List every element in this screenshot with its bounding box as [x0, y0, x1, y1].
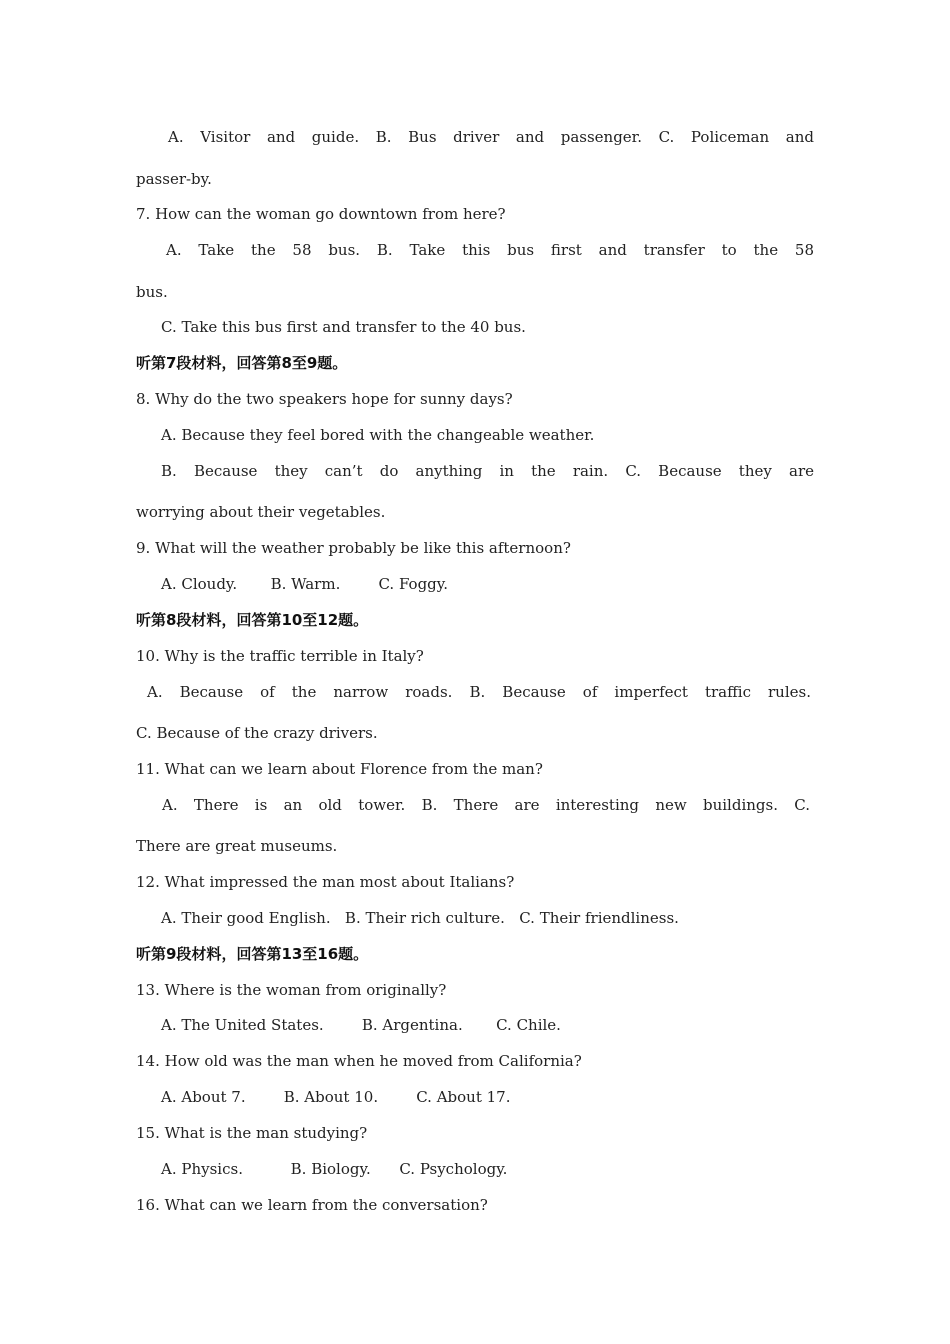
q7-question: 7. How can the woman go downtown from here? — [136, 205, 506, 223]
q11-options-line: A. There is an old tower. B. There are interesting new buildings. C. — [162, 796, 810, 814]
q11-question: 11. What can we learn about Florence from the man? — [136, 760, 543, 778]
q15-question: 15. What is the man studying? — [136, 1124, 368, 1142]
q8-options-wrap: worrying about their vegetables. — [136, 503, 386, 521]
q14-question: 14. How old was the man when he moved from California? — [136, 1052, 582, 1070]
q10-options-wrap: C. Because of the crazy drivers. — [136, 724, 378, 742]
q16-question: 16. What can we learn from the conversation? — [136, 1196, 488, 1214]
q10-question: 10. Why is the traffic terrible in Italy? — [136, 647, 424, 665]
q7-option-c: C. Take this bus first and transfer to the 40 bus. — [161, 318, 526, 336]
q7-options-line: A. Take the 58 bus. B. Take this bus first and transfer to the 58 — [166, 241, 814, 259]
q6-options-wrap: passer-by. — [136, 170, 212, 188]
section-header-8: 听第8段材料，回答第10至12题。 — [136, 611, 369, 629]
section-header-9: 听第9段材料，回答第13至16题。 — [136, 945, 369, 963]
q13-options: A. The United States. B. Argentina. C. Chile. — [161, 1016, 561, 1034]
q15-options: A. Physics. B. Biology. C. Psychology. — [161, 1160, 508, 1178]
q9-question: 9. What will the weather probably be like this afternoon? — [136, 539, 571, 557]
q8-options-line: B. Because they can’t do anything in the rain. C. Because they are — [161, 462, 814, 480]
section-header-7: 听第7段材料，回答第8至9题。 — [136, 354, 348, 372]
q10-options-line: A. Because of the narrow roads. B. Because of imperfect traffic rules. — [147, 683, 811, 701]
q14-options: A. About 7. B. About 10. C. About 17. — [161, 1088, 511, 1106]
q11-options-wrap: There are great museums. — [136, 837, 338, 855]
q9-options: A. Cloudy. B. Warm. C. Foggy. — [161, 575, 449, 593]
q12-options: A. Their good English. B. Their rich culture. C. Their friendliness. — [161, 909, 679, 927]
q8-question: 8. Why do the two speakers hope for sunny days? — [136, 390, 513, 408]
q13-question: 13. Where is the woman from originally? — [136, 981, 447, 999]
q8-option-a: A. Because they feel bored with the changeable weather. — [161, 426, 595, 444]
q7-options-wrap: bus. — [136, 283, 168, 301]
q6-options-line: A. Visitor and guide. B. Bus driver and passenger. C. Policeman and — [168, 128, 814, 146]
q12-question: 12. What impressed the man most about Italians? — [136, 873, 515, 891]
